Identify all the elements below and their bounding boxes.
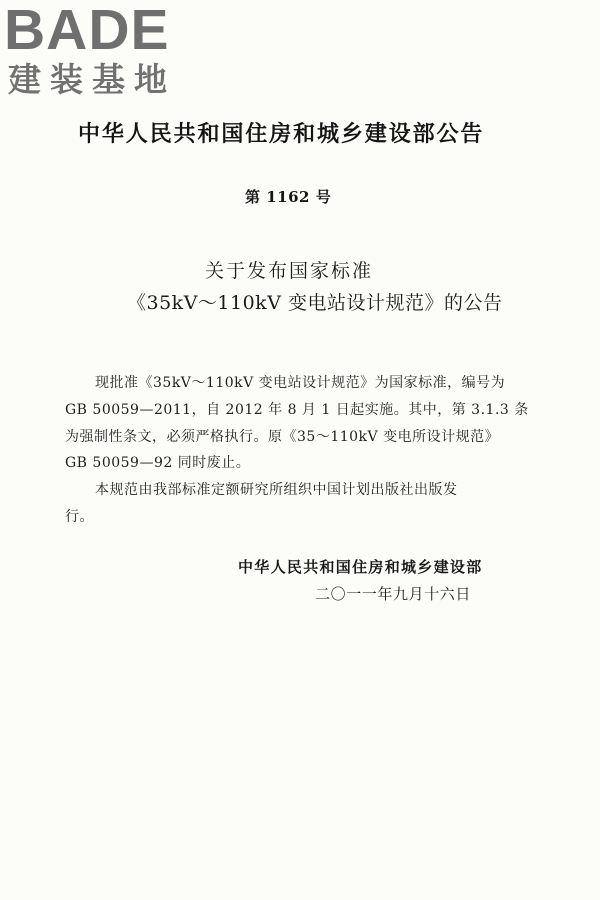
body-line: GB 50059—92 同时废止。 (65, 455, 251, 471)
signature-date: 二〇一一年九月十六日 (315, 585, 472, 603)
body-line: GB 50059—2011，自 2012 年 8 月 1 日起实施。其中，第 3.1.3 条 (65, 402, 529, 418)
watermark-logo-subtitle: 建装基地 (8, 60, 176, 99)
body-line: 为强制性条文，必须严格执行。原《35～110kV 变电所设计规范》 (65, 429, 500, 445)
body-line: 本规范由我部标准定额研究所组织中国计划出版社出版发 (95, 482, 458, 498)
announcement-number: 第 1162 号 (245, 188, 332, 206)
signature-issuer: 中华人民共和国住房和城乡建设部 (238, 558, 483, 576)
announcement-title-line-1: 关于发布国家标准 (205, 260, 374, 282)
document-title: 中华人民共和国住房和城乡建设部公告 (78, 122, 485, 147)
body-line: 现批准《35kV～110kV 变电站设计规范》为国家标准，编号为 (95, 375, 506, 391)
watermark-logo-brand: BADE (4, 0, 170, 62)
body-line: 行。 (65, 509, 94, 525)
announcement-title-line-2: 《35kV～110kV 变电站设计规范》的公告 (127, 292, 503, 314)
